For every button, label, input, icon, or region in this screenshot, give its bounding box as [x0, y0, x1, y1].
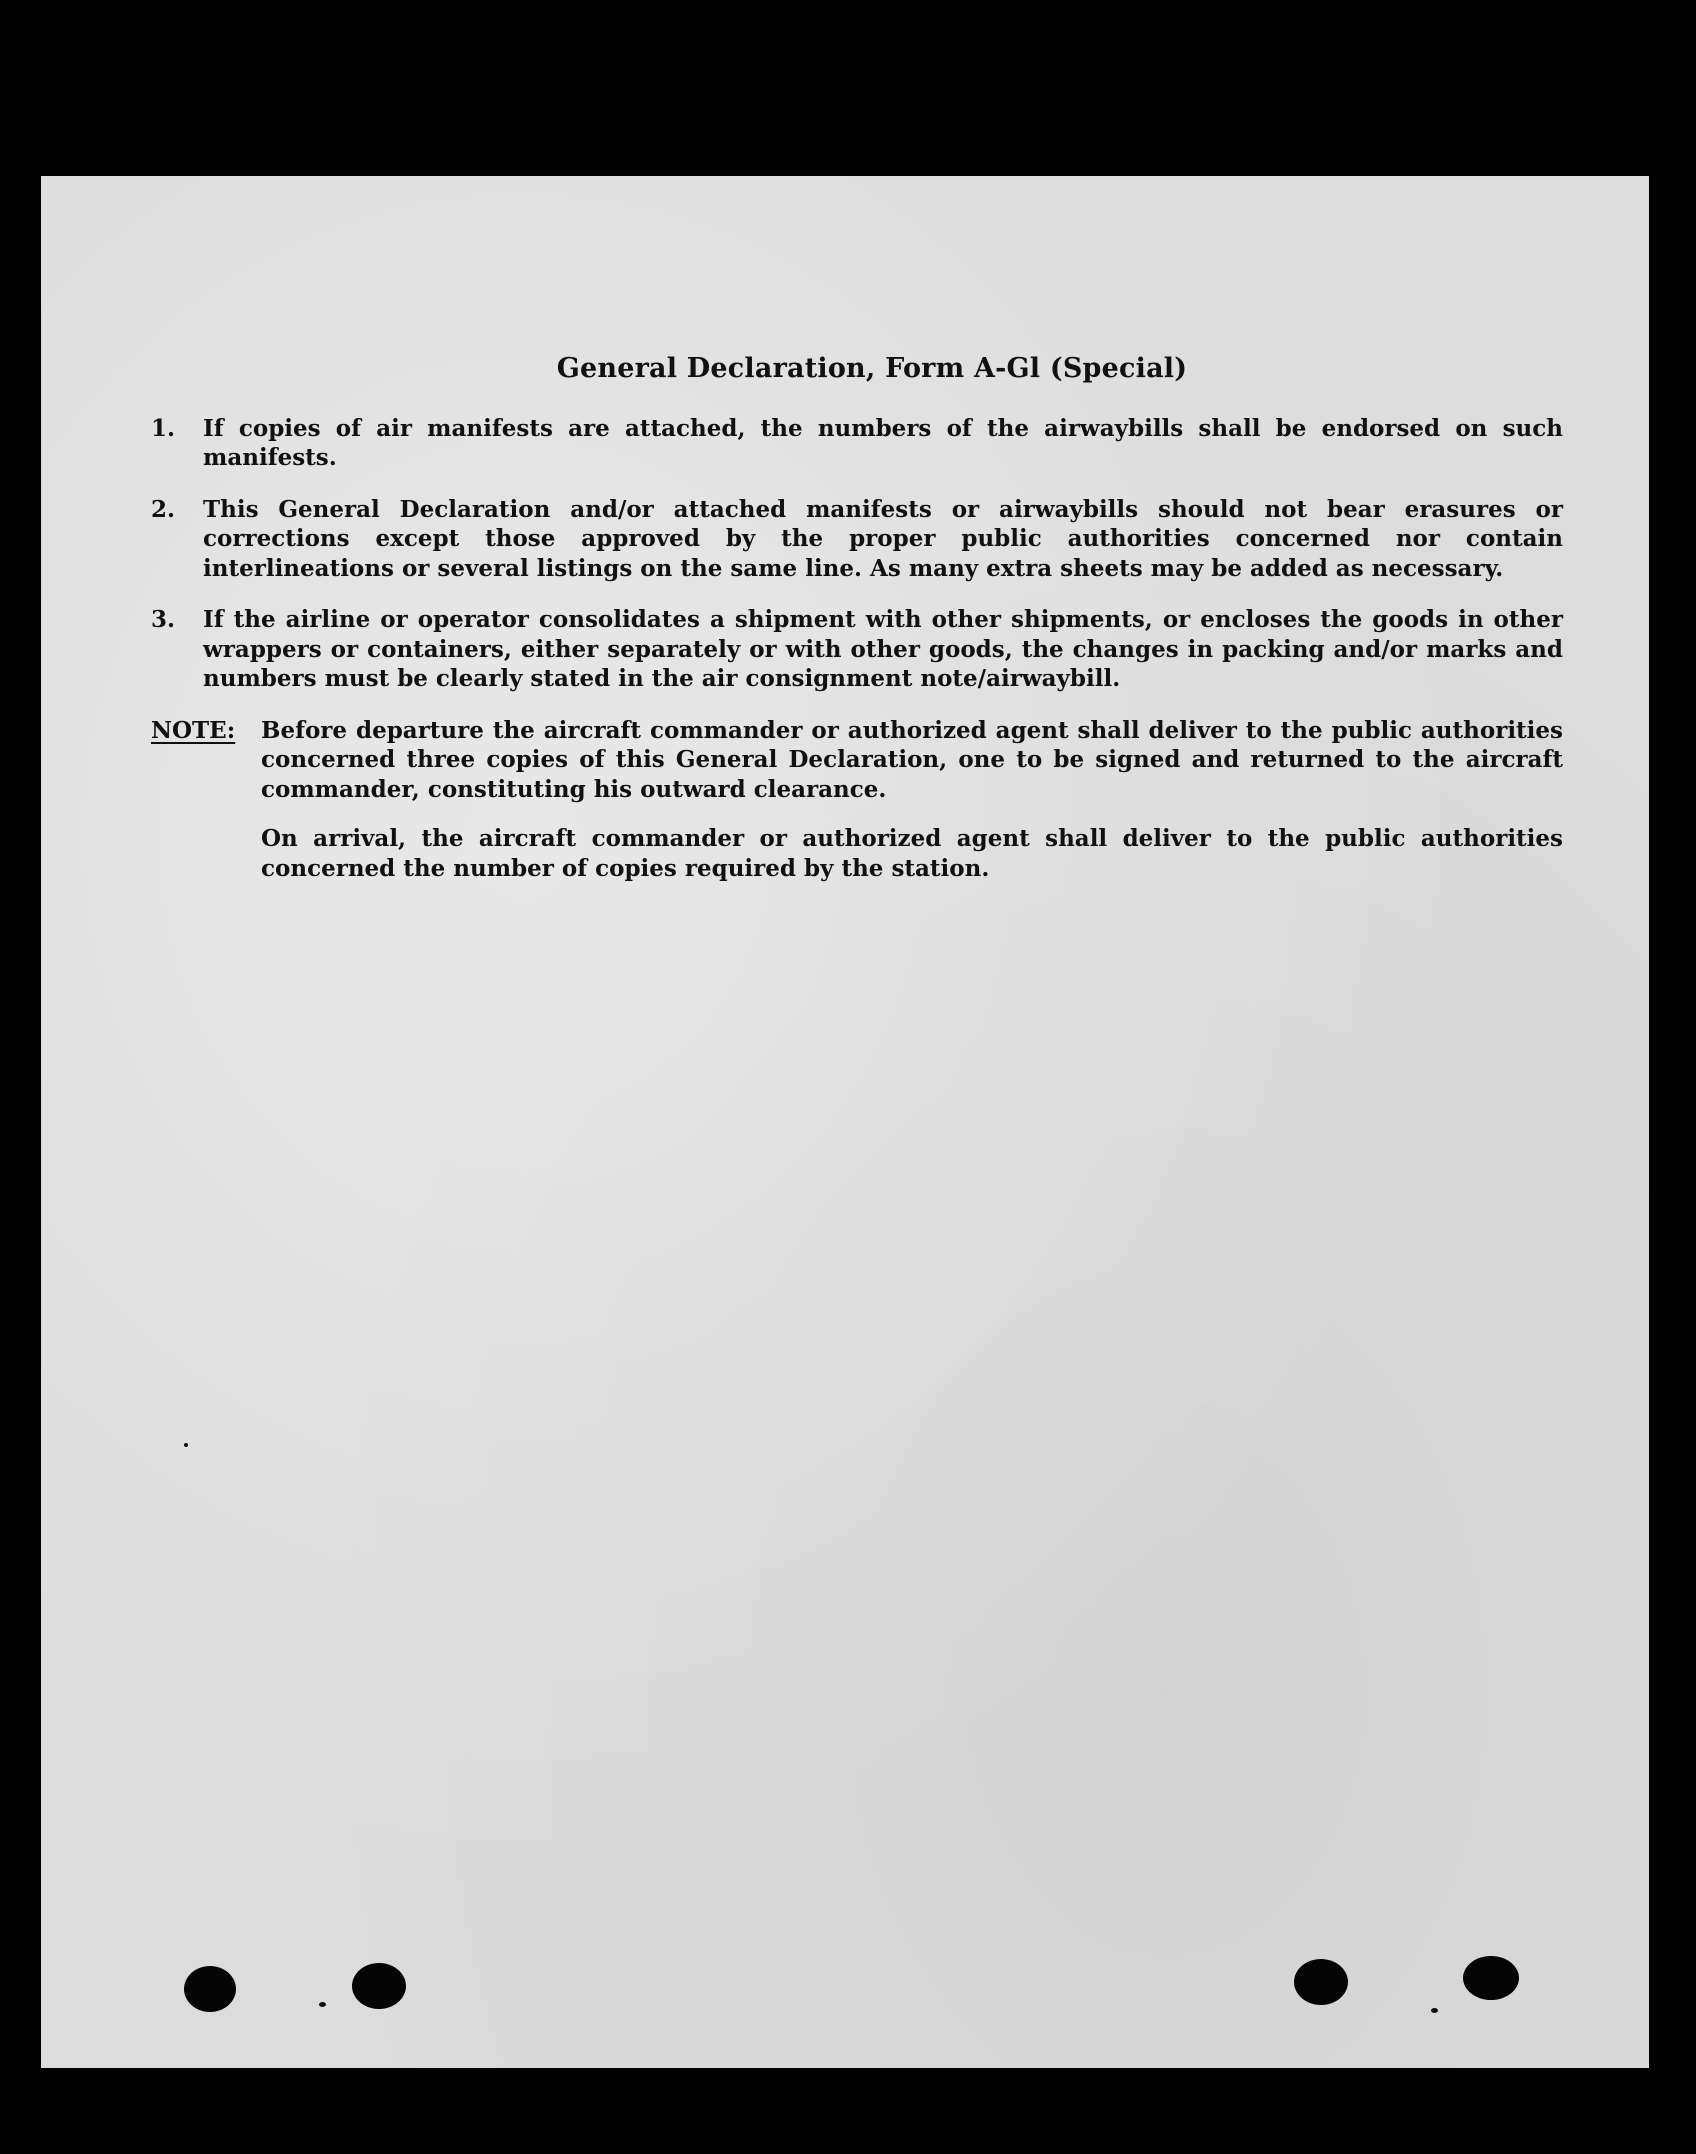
note-paragraph: Before departure the aircraft commander or authorized agent shall deliver to the public authorities concerned three copies of this General Declaration, one to be signed and returned to the aircraft commander, constituting his outward clearance.	[261, 716, 1563, 803]
punch-hole	[1294, 1959, 1348, 2005]
paper-sheet	[41, 176, 1649, 2068]
note-label: NOTE:	[151, 716, 236, 744]
item-text: If the airline or operator consolidates a shipment with other shipments, or encloses the goods in other wrappers or containers, either separately or with other goods, the changes in packing and/or marks and numbers must be clearly stated in the air consignment note/airwaybill.	[203, 606, 1563, 692]
list-item	[151, 414, 1563, 473]
scan-speck	[319, 2002, 326, 2007]
item-number: 2.	[151, 495, 176, 523]
punch-hole	[352, 1963, 406, 2009]
note-section	[151, 716, 1563, 805]
scan-speck	[1431, 2008, 1438, 2013]
document-body	[151, 354, 1563, 883]
item-number: 3.	[151, 606, 176, 633]
note-paragraph: On arrival, the aircraft commander or authorized agent shall deliver to the public authorities concerned the number of copies required by the station.	[261, 825, 1563, 882]
punch-hole	[184, 1966, 236, 2012]
item-text: This General Declaration and/or attached manifests or airwaybills should not bear erasures or corrections except those approved by the proper public authorities concerned nor contain interlineations or several listings on the same line. As many extra sheets may be added as necessary.	[203, 495, 1563, 582]
list-item	[151, 605, 1563, 694]
punch-hole	[1463, 1956, 1519, 2000]
document-title: General Declaration, Form A-Gl (Special)	[556, 353, 1188, 384]
list-item	[151, 495, 1563, 584]
scan-speck	[184, 1443, 188, 1447]
item-number: 1.	[151, 414, 176, 442]
item-text: If copies of air manifests are attached, the numbers of the airwaybills shall be endorsed on such manifests.	[203, 414, 1563, 471]
